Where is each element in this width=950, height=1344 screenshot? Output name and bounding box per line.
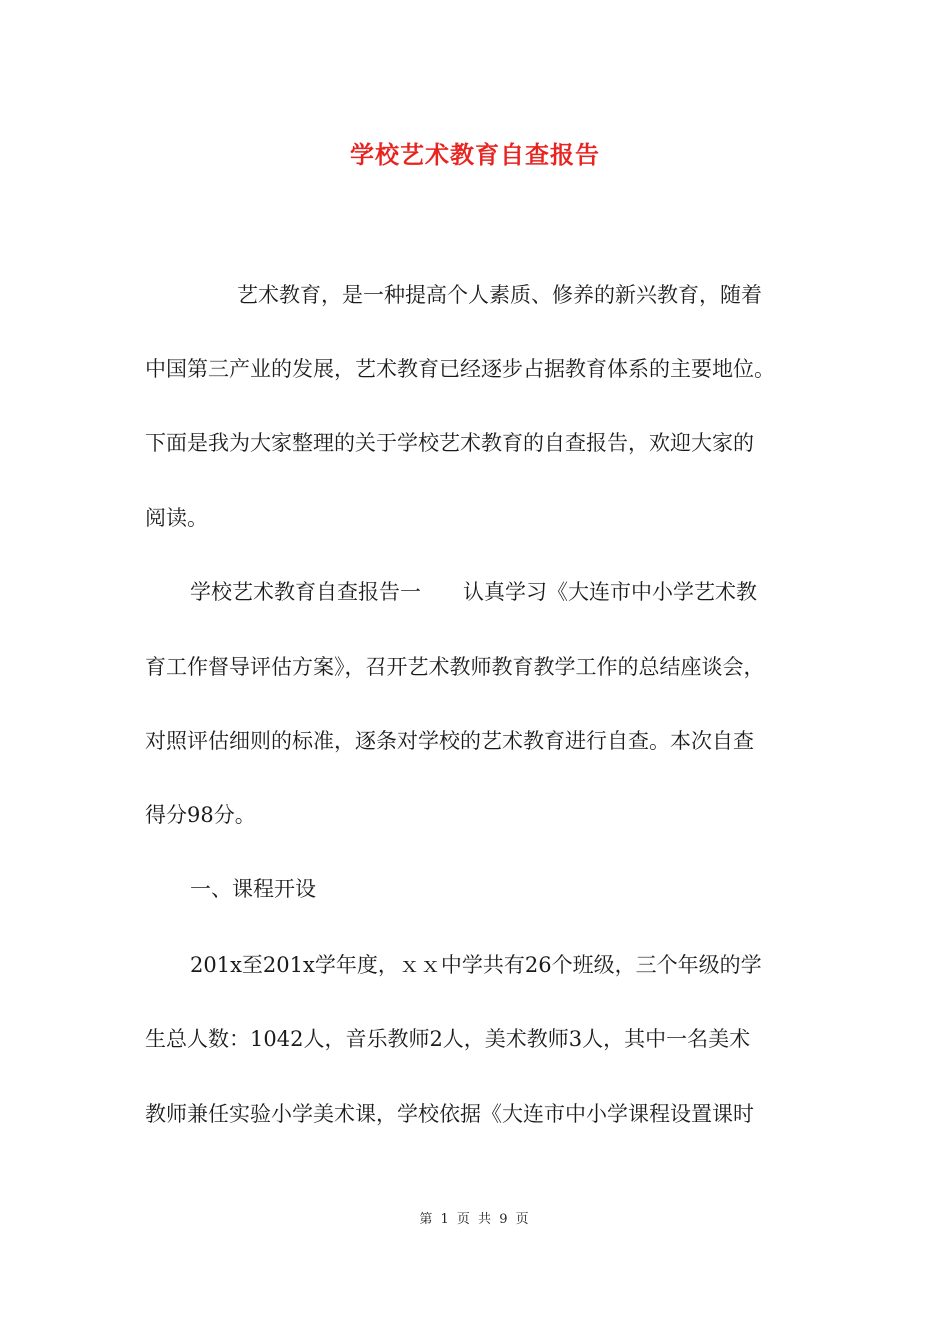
paragraph-line: 中国第三产业的发展，艺术教育已经逐步占据教育体系的主要地位。	[145, 357, 775, 381]
paragraph-line: 下面是我为大家整理的关于学校艺术教育的自查报告，欢迎大家的	[145, 431, 754, 455]
section-heading: 一、课程开设	[190, 877, 316, 901]
paragraph-line: 艺术教育，是一种提高个人素质、修养的新兴教育，随着	[237, 283, 762, 307]
paragraph-line: 201x至201x学年度，ｘｘ中学共有26个班级，三个年级的学	[190, 953, 762, 977]
paragraph-line: 得分98分。	[145, 803, 256, 827]
paragraph-line: 学校艺术教育自查报告一 认真学习《大连市中小学艺术教	[190, 580, 757, 604]
page-number-footer: 第 1 页 共 9 页	[419, 1212, 531, 1227]
paragraph-line: 阅读。	[145, 506, 208, 530]
paragraph-line: 生总人数：1042人，音乐教师2人，美术教师3人，其中一名美术	[145, 1027, 751, 1051]
paragraph-line: 对照评估细则的标准，逐条对学校的艺术教育进行自查。本次自查	[145, 729, 754, 753]
paragraph-line: 育工作督导评估方案》，召开艺术教师教育教学工作的总结座谈会，	[145, 655, 765, 679]
document-title: 学校艺术教育自查报告	[350, 140, 600, 169]
paragraph-line: 教师兼任实验小学美术课，学校依据《大连市中小学课程设置课时	[145, 1102, 754, 1126]
